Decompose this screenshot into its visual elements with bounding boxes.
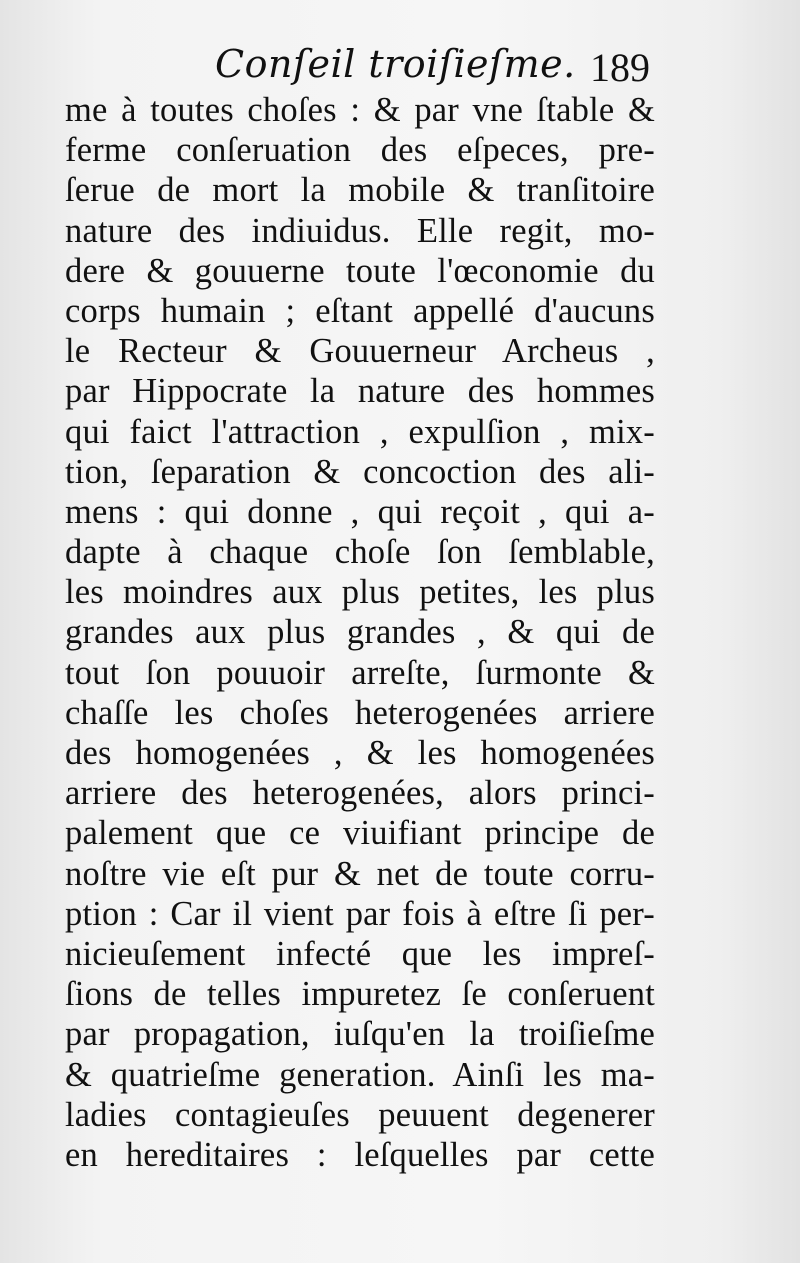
text-line: des homogenées , & les homogenées [65,734,655,772]
text-line: palement que ce viuifiant principe de [65,814,655,853]
text-line: les moindres aux plus petites, les plus [65,573,655,612]
text-line: grandes aux plus grandes , & qui de [65,613,655,652]
text-line: par propagation, iuſqu'en la troiſieſme [65,1015,655,1054]
text-line: noſtre vie eſt pur & net de toute corru- [65,854,655,893]
text-line: & quatrieſme generation. Ainſi les ma- [65,1055,655,1094]
text-line: qui faict l'attraction , expulſion , mix- [65,412,655,451]
text-line: le Recteur & Gouuerneur Archeus , [65,332,655,371]
text-line: dapte à chaque choſe ſon ſemblable, [65,533,655,572]
body-text [65,90,655,1175]
text-line: nicieuſement infecté que les impreſ- [65,934,655,973]
text-line: tion, ſeparation & concoction des ali- [65,452,655,491]
text-line: corps humain ; eſtant appellé d'aucuns [65,291,655,330]
text-line: dere & gouuerne toute l'œconomie du [65,251,655,290]
text-line: ption : Car il vient par fois à eſtre ſi per- [65,894,655,933]
text-line: ladies contagieuſes peuuent degenerer [65,1095,655,1134]
text-line: en hereditaires : leſquelles par cette [65,1135,655,1174]
text-line: ferme conſeruation des eſpeces, pre- [65,131,655,170]
text-line: ſions de telles impuretez ſe conſeruent [65,975,655,1014]
text-line: nature des indiuidus. Elle regit, mo- [65,211,655,250]
text-line: arriere des heterogenées, alors princi- [65,774,655,813]
text-line: chaſſe les choſes heterogenées arriere [65,693,655,732]
text-line: mens : qui donne , qui reçoit , qui a- [65,492,655,531]
page-header [215,28,650,98]
text-line: me à toutes choſes : & par vne ſtable & [65,91,655,129]
page-number: 189 [590,45,650,90]
text-line: tout ſon pouuoir arreſte, ſurmonte & [65,653,655,692]
running-head: Conſeil troiſieſme. [215,42,576,86]
text-line: par Hippocrate la nature des hommes [65,372,655,411]
text-line: ſerue de mort la mobile & tranſitoire [65,171,655,210]
